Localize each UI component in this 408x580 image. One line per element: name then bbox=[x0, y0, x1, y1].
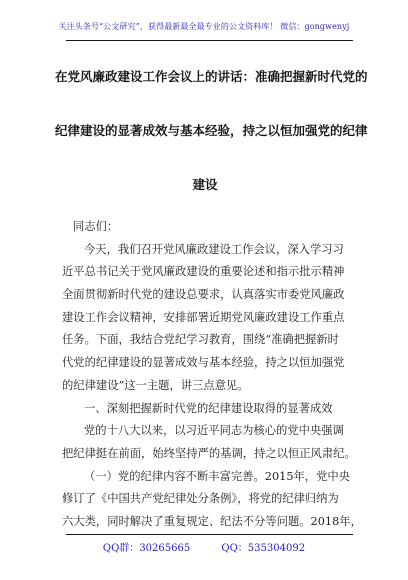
qq-group-number: QQ群：30265665 bbox=[102, 543, 191, 554]
body-line: 近平总书记关于党风廉政建设的重要论述和指示批示精神 bbox=[62, 265, 345, 279]
salutation: 同志们： bbox=[73, 220, 119, 233]
body-line: 建设工作会议精神，安排部署近期党风廉政建设工作重点 bbox=[62, 310, 345, 324]
body-line: 代党的纪律建设的显著成效与基本经验，持之以恒加强党 bbox=[62, 356, 345, 370]
body-line: 六大类，同时解决了重复规定、纪法不分等问题。2018年， bbox=[62, 514, 362, 528]
subsection-heading: （一）党的纪律内容不断丰富完善。2015年，党中央 bbox=[84, 469, 350, 483]
page-header-note: 关注头条号“公文研究”，获得最新最全最专业的公文资料库！ 微信：gongwenyj bbox=[58, 22, 350, 31]
document-title bbox=[55, 50, 368, 212]
body-line: 党的十八大以来，以习近平同志为核心的党中央强调 bbox=[84, 424, 344, 438]
body-line: 今天，我们召开党风廉政建设工作会议，深入学习习 bbox=[84, 242, 344, 256]
body-line: 的纪律建设”这一主题，讲三点意见。 bbox=[62, 378, 249, 392]
qq-number: QQ：535304092 bbox=[221, 543, 306, 554]
body-line: 全面贯彻新时代党的建设总要求，认真落实市委党风廉政 bbox=[62, 288, 345, 302]
title-line: 在党风廉政建设工作会议上的讲话：准确把握新时代党的 bbox=[55, 69, 368, 84]
page-footer bbox=[0, 539, 408, 554]
body-line: 把纪律挺在前面，始终坚持严的基调，持之以恒正风肃纪。 bbox=[62, 446, 356, 460]
header-divider bbox=[66, 40, 353, 41]
document-body bbox=[62, 216, 362, 534]
section-heading: 一、深刻把握新时代党的纪律建设取得的显著成效 bbox=[84, 401, 333, 415]
title-line: 纪律建设的显著成效与基本经验，持之以恒加强党的纪律 bbox=[55, 123, 368, 138]
body-line: 修订了《中国共产党纪律处分条例》，将党的纪律归纳为 bbox=[62, 492, 339, 506]
title-line: 建设 bbox=[192, 177, 218, 192]
footer-divider bbox=[66, 534, 353, 535]
body-line: 任务。下面，我结合党纪学习教育，围绕“准确把握新时 bbox=[62, 333, 339, 347]
